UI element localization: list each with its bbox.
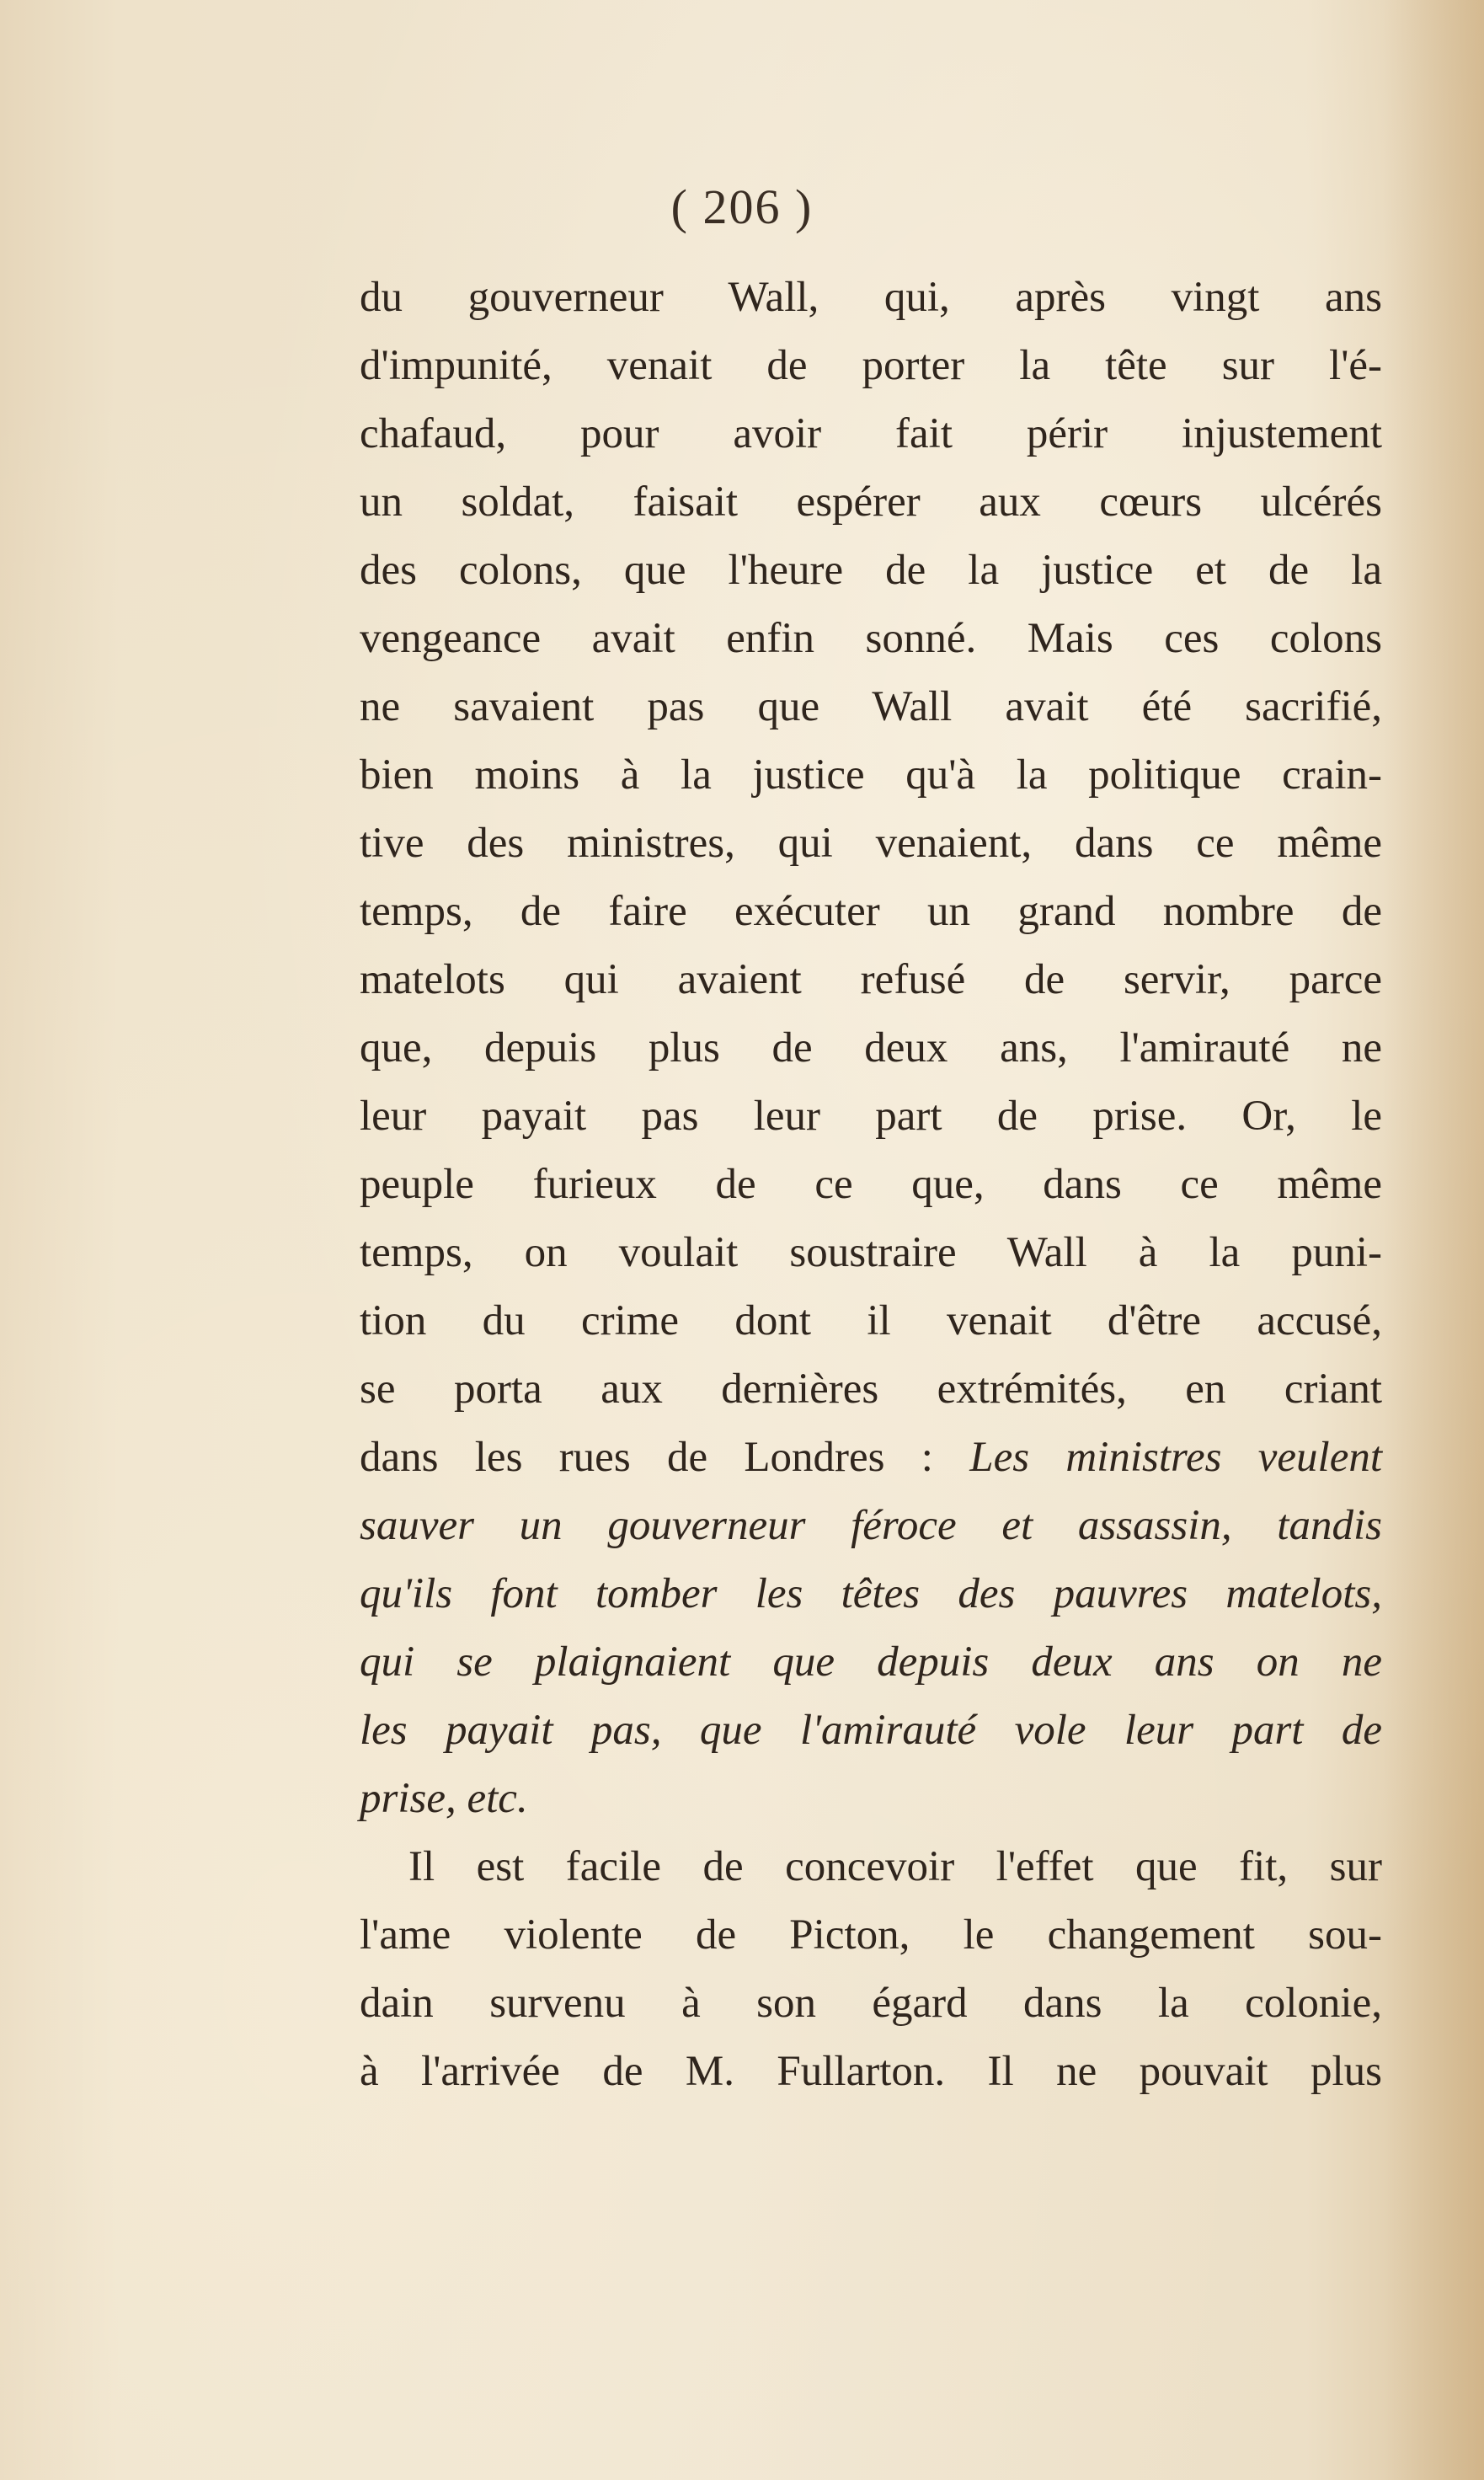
text-segment: dans les rues de Londres :	[360, 1434, 970, 1481]
text-line: tive des ministres, qui venaient, dans ce même	[360, 820, 1382, 867]
text-line-mixed	[360, 1424, 1382, 1492]
text-line: l'ame violente de Picton, le changement sou-	[360, 1911, 1382, 1959]
text-line: se porta aux dernières extrémités, en criant	[360, 1366, 1382, 1413]
page-edge-stain	[1383, 0, 1484, 2480]
text-line: temps, on voulait soustraire Wall à la puni-	[360, 1229, 1382, 1276]
text-line: du gouverneur Wall, qui, après vingt ans	[360, 274, 1382, 321]
text-line: d'impunité, venait de porter la tête sur l'é-	[360, 342, 1382, 389]
text-line: Il est facile de concevoir l'effet que fit, sur	[408, 1843, 1382, 1890]
text-line: que, depuis plus de deux ans, l'amirauté ne	[360, 1024, 1382, 1072]
text-line: bien moins à la justice qu'à la politique crain-	[360, 751, 1382, 799]
italic-quote-line: prise, etc.	[360, 1775, 528, 1822]
text-line: vengeance avait enfin sonné. Mais ces colons	[360, 615, 1382, 662]
italic-quote-line: qui se plaignaient que depuis deux ans on ne	[360, 1638, 1382, 1686]
text-line: un soldat, faisait espérer aux cœurs ulcérés	[360, 478, 1382, 526]
text-line: dain survenu à son égard dans la colonie,	[360, 1980, 1382, 2027]
text-line: matelots qui avaient refusé de servir, parce	[360, 956, 1382, 1003]
text-line: ne savaient pas que Wall avait été sacrifié,	[360, 683, 1382, 730]
italic-quote-line: qu'ils font tomber les têtes des pauvres matelots,	[360, 1570, 1382, 1617]
text-line: leur payait pas leur part de prise. Or, le	[360, 1093, 1382, 1140]
text-line: à l'arrivée de M. Fullarton. Il ne pouvait plus	[360, 2048, 1382, 2095]
italic-quote-line: sauver un gouverneur féroce et assassin, tandis	[360, 1502, 1382, 1549]
italic-quote-line: les payait pas, que l'amirauté vole leur part de	[360, 1707, 1382, 1754]
italic-quote-segment: Les ministres veulent	[969, 1434, 1382, 1481]
body-text	[360, 264, 1382, 2106]
text-line: temps, de faire exécuter un grand nombre de	[360, 888, 1382, 935]
page-number: ( 206 )	[670, 179, 814, 234]
text-line: tion du crime dont il venait d'être accusé,	[360, 1297, 1382, 1344]
text-line: des colons, que l'heure de la justice et de la	[360, 547, 1382, 594]
text-line: peuple furieux de ce que, dans ce même	[360, 1161, 1382, 1208]
text-line: chafaud, pour avoir fait périr injustement	[360, 410, 1382, 457]
